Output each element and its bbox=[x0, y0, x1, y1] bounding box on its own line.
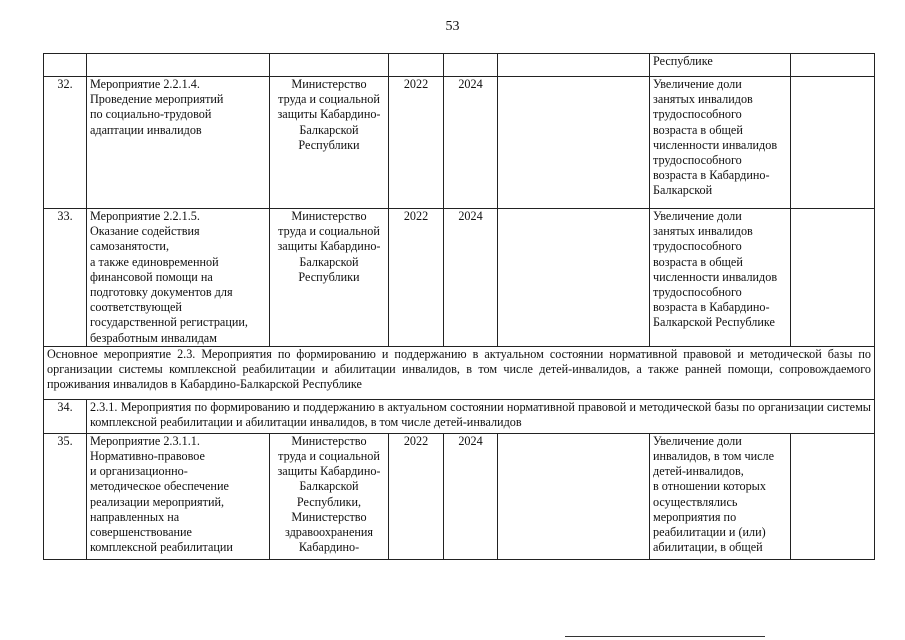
start-year: 2022 bbox=[389, 77, 444, 209]
main-event-text: Основное мероприятие 2.3. Мероприятия по формированию и поддержанию в актуальном состоянии нормативной правовой и методической базы по организации системы комплексной реабилитации и абилитации инвалидов, в том числе детей-инвалидов, а также ранней помощи, сопровождаемого проживания инвалидов в Кабардино-Балкарской Республике bbox=[44, 346, 875, 399]
row-number: 35. bbox=[44, 433, 87, 559]
bottom-divider bbox=[565, 636, 765, 637]
result-cell: Республике bbox=[650, 54, 791, 77]
main-event-row bbox=[44, 346, 875, 399]
event-cell: Мероприятие 2.2.1.4. Проведение мероприятий по социально-трудовой адаптации инвалидов bbox=[87, 77, 270, 209]
start-year: 2022 bbox=[389, 209, 444, 347]
event-cell: Мероприятие 2.2.1.5. Оказание содействия самозанятости, а также единовременной финансовой помощи на подготовку документов для соответствующей государственной регистрации, безработным инвалидам bbox=[87, 209, 270, 347]
event-cell: Мероприятие 2.3.1.1. Нормативно-правовое и организационно- методическое обеспечение реализации мероприятий, направленных на совершенствование комплексной реабилитации bbox=[87, 433, 270, 559]
executor-cell: Министерство труда и социальной защиты Кабардино- Балкарской Республики bbox=[270, 77, 389, 209]
row-number: 34. bbox=[44, 399, 87, 433]
end-year: 2024 bbox=[444, 209, 498, 347]
end-year: 2024 bbox=[444, 433, 498, 559]
page-number: 53 bbox=[445, 19, 460, 34]
end-year: 2024 bbox=[444, 77, 498, 209]
result-cell: Увеличение доли занятых инвалидов трудоспособного возраста в общей численности инвалидов трудоспособного возраста в Кабардино- Балкарской bbox=[650, 77, 791, 209]
program-table bbox=[43, 53, 875, 560]
executor-cell: Министерство труда и социальной защиты Кабардино- Балкарской Республики, Министерство здравоохранения Кабардино- bbox=[270, 433, 389, 559]
table-row bbox=[44, 77, 875, 209]
row-number: 33. bbox=[44, 209, 87, 347]
result-cell: Увеличение доли занятых инвалидов трудоспособного возраста в общей численности инвалидов трудоспособного возраста в Кабардино- Балкарской Республике bbox=[650, 209, 791, 347]
table-row bbox=[44, 209, 875, 347]
subevent-text: 2.3.1. Мероприятия по формированию и поддержанию в актуальном состоянии нормативной правовой и методической базы по организации системы комплексной реабилитации и абилитации инвалидов, в том числе детей-инвалидов bbox=[87, 399, 875, 433]
table-row bbox=[44, 433, 875, 559]
executor-cell: Министерство труда и социальной защиты Кабардино- Балкарской Республики bbox=[270, 209, 389, 347]
result-cell: Увеличение доли инвалидов, в том числе детей-инвалидов, в отношении которых осуществлялись мероприятия по реабилитации и (или) абилитации, в общей bbox=[650, 433, 791, 559]
start-year: 2022 bbox=[389, 433, 444, 559]
table-row bbox=[44, 54, 875, 77]
row-number: 32. bbox=[44, 77, 87, 209]
table-row bbox=[44, 399, 875, 433]
